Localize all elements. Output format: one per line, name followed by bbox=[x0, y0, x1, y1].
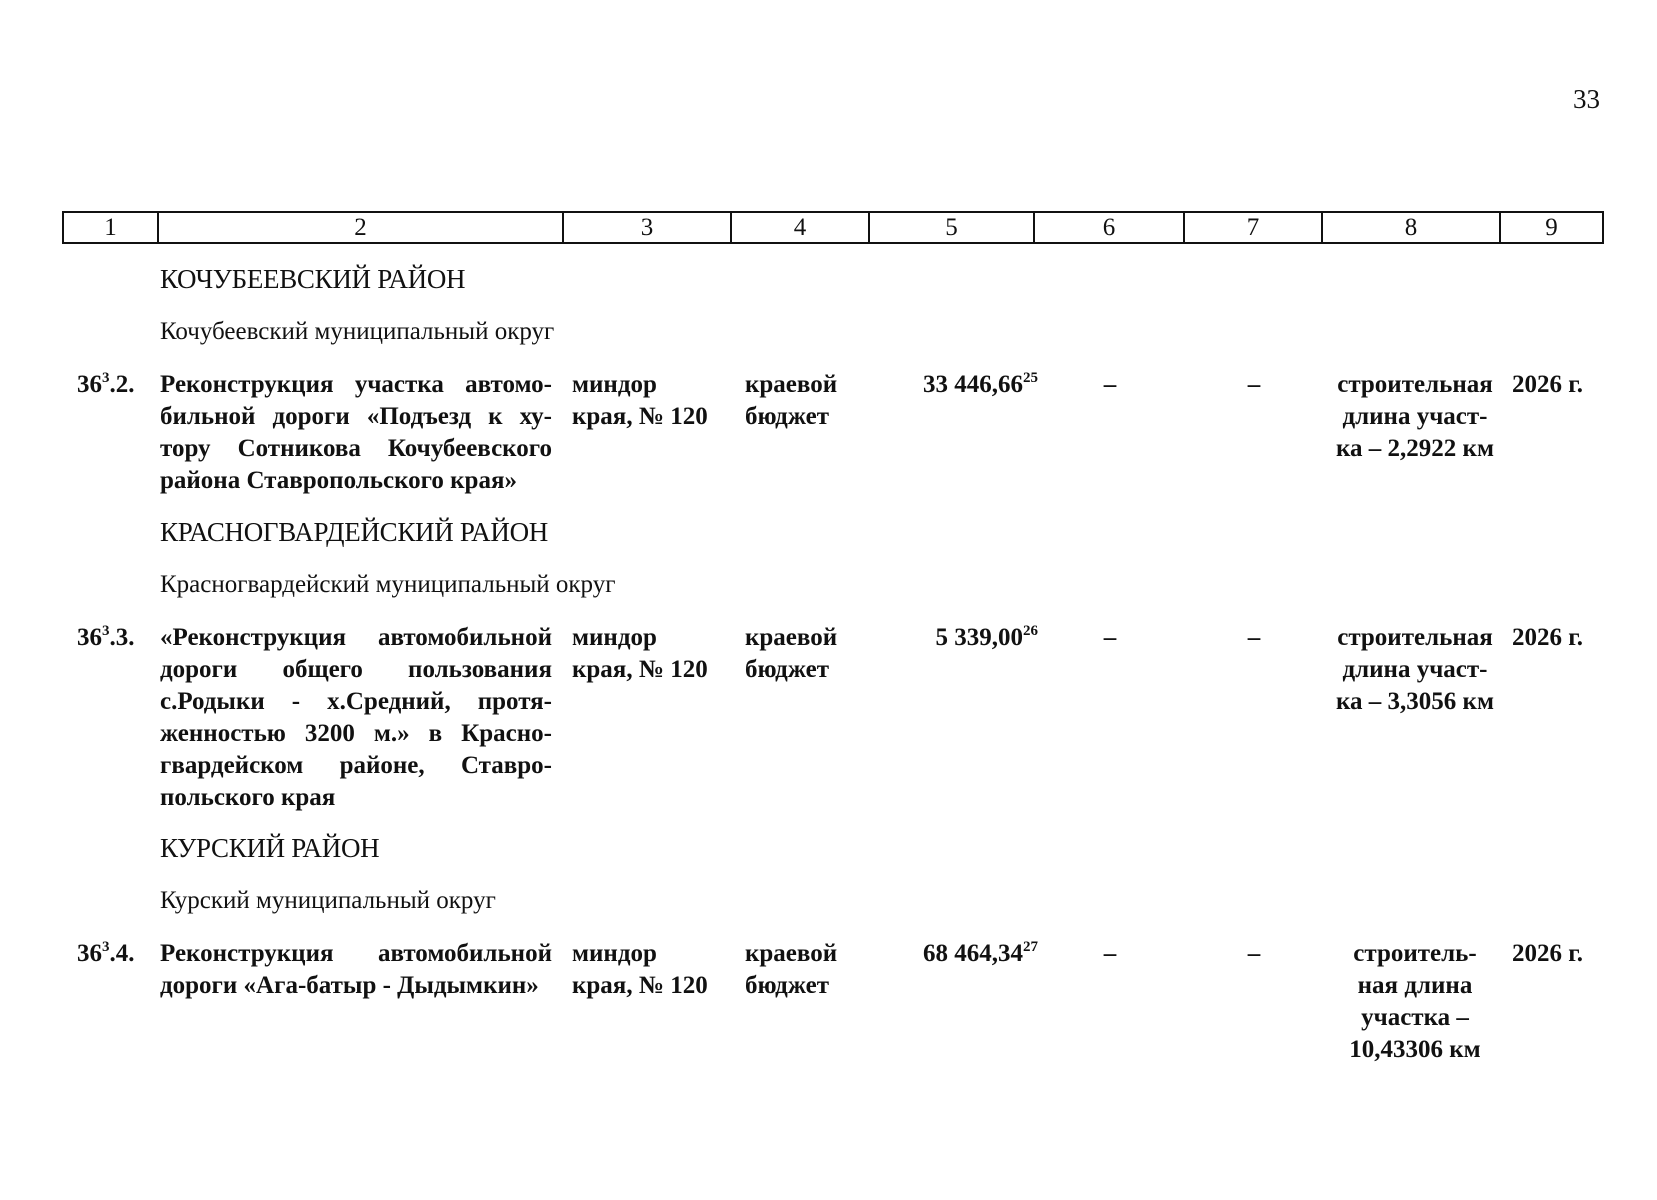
district-heading: КОЧУБЕЕВСКИЙ РАЙОН bbox=[160, 264, 466, 294]
header-col-9: 9 bbox=[1500, 212, 1603, 243]
row-result: строитель- ная длина участка – 10,43306 км bbox=[1349, 940, 1481, 1063]
row-col6: – bbox=[1103, 371, 1117, 398]
row-year: 2026 г. bbox=[1512, 624, 1584, 651]
header-col-8: 8 bbox=[1322, 212, 1500, 243]
row-funding-source: краевой бюджет bbox=[745, 940, 838, 999]
column-number-header bbox=[62, 211, 1604, 244]
row-executor: миндор края, № 120 bbox=[572, 371, 708, 430]
district-heading: КУРСКИЙ РАЙОН bbox=[160, 833, 380, 863]
row-col7: – bbox=[1247, 371, 1261, 398]
header-col-7: 7 bbox=[1184, 212, 1322, 243]
row-year: 2026 г. bbox=[1512, 371, 1584, 398]
row-object-name: Реконструкция участка автомо- бильной дороги «Подъезд к ху- тору Сотникова Кочубеевского района Ставропольского края» bbox=[160, 371, 552, 494]
row-amount: 33 446,66$^{25}$ bbox=[923, 370, 1038, 398]
row-result: строительная длина участ- ка – 3,3056 км bbox=[1336, 624, 1494, 715]
row-object-name: «Реконструкция автомобильной дороги общего пользования с.Родыки - х.Средний, протя- женностью 3200 м.» в Красно- гвардейском районе, Ставро- польского края bbox=[160, 624, 552, 811]
row-number: $36^3.3$. bbox=[77, 623, 135, 651]
okrug-heading: Кочубеевский муниципальный округ bbox=[160, 318, 555, 345]
row-col6: – bbox=[1103, 940, 1117, 967]
row-executor: миндор края, № 120 bbox=[572, 940, 708, 999]
row-amount: 5 339,00$^{26}$ bbox=[935, 623, 1038, 651]
header-col-6: 6 bbox=[1034, 212, 1184, 243]
row-col6: – bbox=[1103, 624, 1117, 651]
row-amount: 68 464,34$^{27}$ bbox=[923, 939, 1038, 967]
row-executor: миндор края, № 120 bbox=[572, 624, 708, 683]
page-number: 33 bbox=[1573, 84, 1600, 114]
row-object-name: Реконструкция автомобильной дороги «Ага-батыр - Дыдымкин» bbox=[160, 940, 552, 999]
header-col-2: 2 bbox=[158, 212, 563, 243]
district-heading: КРАСНОГВАРДЕЙСКИЙ РАЙОН bbox=[160, 517, 548, 547]
okrug-heading: Красногвардейский муниципальный округ bbox=[160, 571, 616, 598]
row-funding-source: краевой бюджет bbox=[745, 371, 838, 430]
row-number: $36^3.4$. bbox=[77, 939, 135, 967]
header-col-5: 5 bbox=[869, 212, 1034, 243]
row-funding-source: краевой бюджет bbox=[745, 624, 838, 683]
row-result: строительная длина участ- ка – 2,2922 км bbox=[1336, 371, 1494, 462]
row-col7: – bbox=[1247, 940, 1261, 967]
okrug-heading: Курский муниципальный округ bbox=[160, 887, 496, 914]
header-col-4: 4 bbox=[731, 212, 869, 243]
row-col7: – bbox=[1247, 624, 1261, 651]
header-col-1: 1 bbox=[63, 212, 158, 243]
header-col-3: 3 bbox=[563, 212, 731, 243]
row-year: 2026 г. bbox=[1512, 940, 1584, 967]
row-number: $36^3.2$. bbox=[77, 370, 135, 398]
